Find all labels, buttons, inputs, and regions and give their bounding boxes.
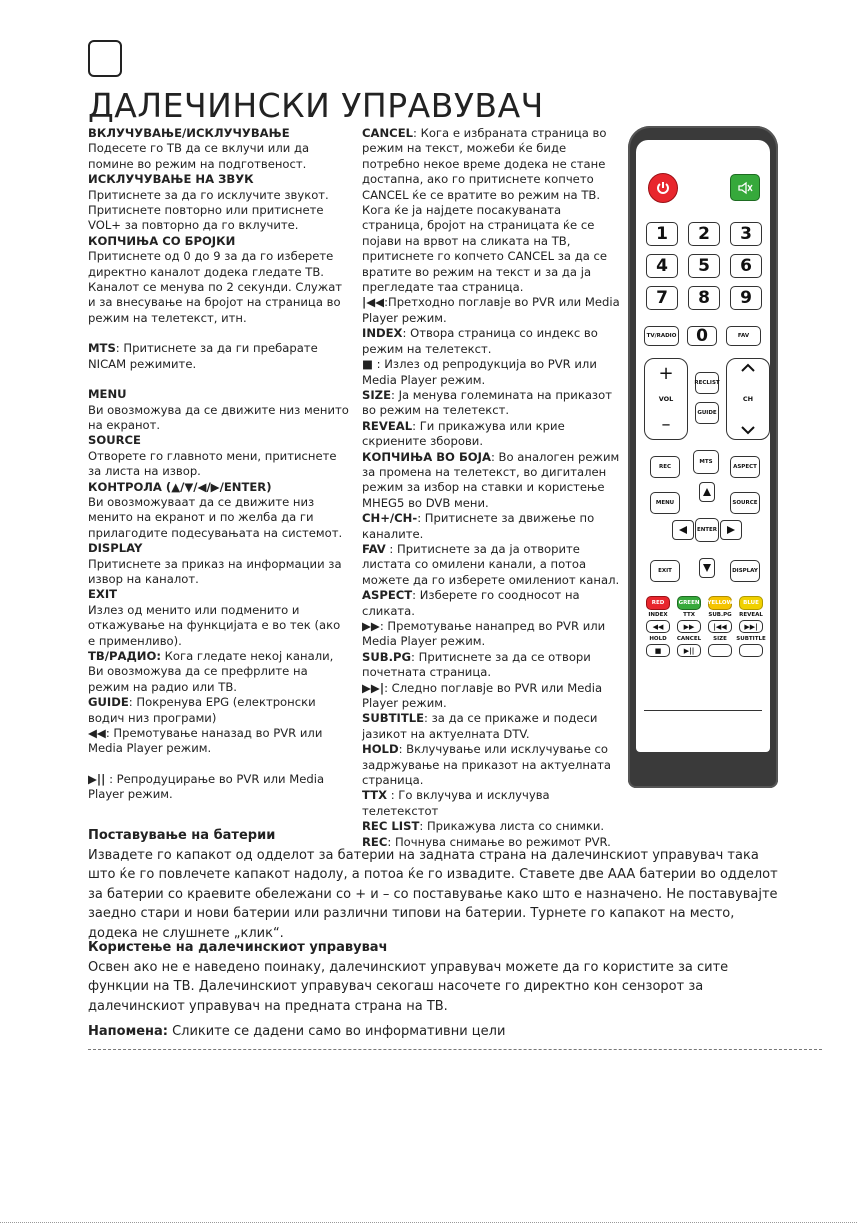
entry-term: CANCEL [362, 126, 414, 140]
entry-description: : за да се прикаже и подеси јазикот на актуелната DTV. [362, 711, 598, 741]
entry-term: ASPECT [362, 588, 413, 603]
entry [362, 419, 622, 450]
entry-description: Кога гледате некој канали, Ви овозможува да се префрлите на режим на радио или ТВ. [88, 649, 334, 694]
aspect-button[interactable]: ASPECT [730, 456, 760, 478]
entry [88, 695, 350, 726]
digit-6-button[interactable]: 6 [730, 254, 762, 278]
entry-term: DISPLAY [88, 541, 143, 556]
note-section [88, 1022, 788, 1042]
entry [362, 788, 622, 819]
blue-button[interactable]: BLUE [739, 596, 763, 610]
entry-term: GUIDE [88, 695, 129, 710]
vol-label: VOL [658, 395, 674, 403]
channel-down-icon[interactable] [740, 425, 756, 435]
entry-term: TTX [362, 788, 388, 803]
entry-description: Излез од менито или подменито и откажување на функцијата е во тек (ако е применливо). [88, 602, 341, 648]
fav-button[interactable]: FAV [726, 326, 761, 346]
size-button[interactable] [708, 644, 732, 657]
volume-rocker[interactable] [644, 358, 688, 440]
entry-description: :Претходно поглавје во PVR или Media Player режим. [362, 295, 620, 325]
entry-term: SUBTITLE [362, 711, 425, 726]
batteries-section [88, 826, 788, 943]
entry [362, 326, 622, 357]
entry [88, 726, 350, 757]
digit-1-button[interactable]: 1 [646, 222, 678, 246]
usage-heading: Користење на далечинскиот управувач [88, 940, 388, 955]
spacer [88, 757, 350, 772]
entry-term: CH+/CH- [362, 511, 418, 526]
entry-term: MENU [88, 387, 127, 402]
yellow-button[interactable]: YELLOW [708, 596, 732, 610]
key-label-reveal: REVEAL [739, 612, 763, 618]
play-pause-button[interactable] [677, 644, 701, 657]
usage-section [88, 938, 788, 1016]
source-button[interactable]: SOURCE [730, 492, 760, 514]
entry [362, 126, 622, 295]
entry-description: : Излез од репродукција во PVR или Media Player режим. [362, 357, 597, 387]
page-marker-box [88, 40, 122, 77]
entry-description: : Изберете го соодносот на сликата. [362, 588, 580, 618]
arrow-down-icon [703, 564, 711, 572]
ch-label: CH [742, 395, 754, 403]
entry [88, 649, 350, 695]
mute-button[interactable] [730, 174, 760, 201]
entry-term: ◀◀ [88, 726, 106, 741]
entry-description: : Репродуцирање во PVR или Media Player режим. [88, 771, 325, 802]
remote-face [636, 140, 770, 752]
play-pause-icon: ▶|| [683, 646, 695, 655]
mute-icon [737, 181, 753, 195]
entry-description: : Кога е избраната страница во режим на текст, можеби ќе биде потребно некое време додека не стане достапна, ако го притиснете копчето CANCEL ќе се вратите во режим на ТВ. Кога ќе ја најдете посакуваната страница, бројот на страницата ќе се појави на врвот на сликата на ТВ, притиснете го копчето CANCEL за да се вратите во режим на текст и за да ја прегледате таа страница. [362, 126, 608, 295]
channel-rocker[interactable] [726, 358, 770, 440]
spacer [88, 326, 350, 341]
note-label: Напомена: [88, 1024, 168, 1039]
nav-right-button[interactable] [720, 520, 742, 540]
key-label-cancel: CANCEL [676, 636, 702, 642]
volume-up-icon[interactable]: + [658, 363, 674, 384]
page-title: ДАЛЕЧИНСКИ УПРАВУВАЧ [88, 86, 544, 125]
remote-illustration [628, 126, 778, 788]
entry-description: : Го вклучува и исклучува телетекстот [362, 788, 550, 818]
entry-description: : Притиснете за да ги пребарате NICAM режимите. [88, 341, 318, 371]
entry [362, 295, 622, 326]
footer-line [0, 1222, 857, 1223]
spacer [88, 372, 350, 387]
entry [88, 541, 350, 587]
entry [88, 126, 350, 172]
entry-term: КОПЧИЊА ВО БОЈА [362, 449, 491, 464]
key-label-index: INDEX [648, 612, 668, 618]
entry-term: EXIT [88, 587, 118, 602]
nav-up-button[interactable] [699, 482, 715, 502]
entry [88, 172, 350, 234]
key-label-subtitle: SUBTITLE [736, 636, 766, 642]
remote-divider [644, 710, 762, 711]
digit-2-button[interactable]: 2 [688, 222, 720, 246]
entry-description: : Ја менува големината на приказот во режим на телетекст. [362, 387, 612, 418]
entry-description: : Почнува снимање во режимот PVR. [387, 834, 611, 849]
entry-term: INDEX [362, 326, 403, 341]
entry-term: |◀◀ [362, 295, 385, 310]
entry [362, 588, 622, 619]
entry-term: REC [362, 834, 388, 849]
nav-left-button[interactable] [672, 520, 694, 540]
entry-term: HOLD [362, 742, 399, 757]
volume-down-icon[interactable]: – [661, 414, 671, 435]
tv-radio-button[interactable]: TV/RADIO [644, 326, 679, 346]
entry [362, 619, 622, 650]
entry [362, 357, 622, 388]
usage-text: Освен ако не е наведено поинаку, далечинскиот управувач можете да го користите за сите функции на ТВ. Далечинскиот управувач секогаш насочете го директно кон сензорот за далечинскиот управувач на предната страна на ТВ. [88, 959, 729, 1014]
entry [362, 511, 622, 542]
arrow-right-icon [727, 526, 735, 534]
key-label-hold: HOLD [649, 636, 667, 642]
channel-up-icon[interactable] [740, 363, 756, 373]
entry [362, 542, 622, 588]
entry-description: Отворете го главното мени, притиснете за листа на извор. [88, 448, 337, 479]
entry [88, 772, 350, 803]
entry-term: FAV [362, 541, 386, 556]
next-chapter-button[interactable] [739, 620, 763, 633]
entry-description: Ви овозможува да се движите низ менито на екранот. [88, 402, 349, 432]
entry-term: ВКЛУЧУВАЊЕ/ИСКЛУЧУВАЊЕ [88, 126, 290, 140]
stop-icon: ■ [654, 646, 662, 655]
entry-term: ■ [362, 357, 373, 372]
entry [88, 433, 350, 479]
display-button[interactable]: DISPLAY [730, 560, 760, 582]
entry-term: ▶|| [88, 771, 106, 786]
green-button[interactable]: GREEN [677, 596, 701, 610]
batteries-text: Извадете го капакот од одделот за батерии на задната страна на далечинскиот управувач така што ќе го повлечете капакот надолу, а потоа ќе го извадите. Ставете две AAA батерии во одделот за батерии со краевите обележани со + и – со поставување како што е назначено. Не поставувајте заедно стари и нови батерии или различни типови на батерии. Турнете го капакот на место, додека не слушнете „клик“. [88, 847, 778, 941]
fast-forward-icon: ▶▶ [683, 622, 695, 631]
column-left [88, 126, 350, 803]
entry [362, 742, 622, 788]
skip-forward-icon: ▶▶| [744, 622, 758, 631]
entry-description: : Во аналоген режим за промена на телетекст, во дигитален режим за избор на ставки и користење MHEG5 во DVB мени. [362, 449, 620, 510]
power-button[interactable] [648, 173, 678, 203]
entry-term: SIZE [362, 387, 391, 402]
rewind-icon: ◀◀ [652, 622, 664, 631]
power-icon [655, 180, 671, 196]
arrow-left-icon [679, 526, 687, 534]
mts-button[interactable]: MTS [693, 450, 719, 474]
entry [88, 234, 350, 326]
guide-button[interactable]: GUIDE [695, 402, 719, 424]
entry-term: MTS [88, 341, 116, 356]
column-right [362, 126, 622, 850]
skip-back-icon: |◀◀ [713, 622, 727, 631]
entry-term: REC LIST [362, 819, 420, 834]
enter-button[interactable]: ENTER [695, 518, 719, 542]
entry [88, 341, 350, 372]
entry-description: Притиснете за да го исклучите звукот. Притиснете повторно или притиснете VOL+ за повторно да го вклучите. [88, 187, 329, 233]
forward-button[interactable] [677, 620, 701, 633]
entry-description: : Премотување нанапред во PVR или Media Player режим. [362, 619, 606, 649]
entry-description: Притиснете за приказ на информации за извор на каналот. [88, 556, 342, 586]
key-label-subpg: SUB.PG [708, 612, 732, 618]
reclist-button[interactable]: RECLIST [695, 372, 719, 394]
entry-term: КОПЧИЊА СО БРОЈКИ [88, 233, 236, 248]
entry [88, 480, 350, 542]
entry [88, 587, 350, 649]
digit-8-button[interactable]: 8 [688, 286, 720, 310]
entry-description: Ви овозможуваат да се движите низ менито на екранот и по желба да ги прилагодите подесувањата на системот. [88, 494, 343, 540]
rec-button[interactable]: REC [650, 456, 680, 478]
entry-term: КОНТРОЛА (▲/▼/◀/▶/ENTER) [88, 479, 272, 494]
prev-chapter-button[interactable] [708, 620, 732, 633]
digit-3-button[interactable]: 3 [730, 222, 762, 246]
entry [88, 387, 350, 433]
digit-4-button[interactable]: 4 [646, 254, 678, 278]
entry-term: ▶▶ [362, 619, 380, 633]
digit-9-button[interactable]: 9 [730, 286, 762, 310]
batteries-heading: Поставување на батерии [88, 828, 276, 843]
entry-description: : Притиснете за да ја отворите листата со омилени канали, а потоа можете да го изберете омилениот канал. [362, 541, 620, 587]
entry [362, 388, 622, 419]
nav-down-button[interactable] [699, 558, 715, 578]
entry-description: : Ги прикажува или крие скриените зборови. [362, 418, 565, 449]
entry-description: Подесете го ТВ да се вклучи или да помине во режим на подготвеност. [88, 141, 310, 171]
entry-term: ИСКЛУЧУВАЊЕ НА ЗВУК [88, 172, 254, 187]
entry-term: SOURCE [88, 433, 141, 448]
key-label-ttx: TTX [683, 612, 695, 618]
digit-0-button[interactable]: 0 [687, 326, 717, 346]
red-button[interactable]: RED [646, 596, 670, 610]
key-label-size: SIZE [713, 636, 727, 642]
subtitle-button[interactable] [739, 644, 763, 657]
note-text: Сликите се дадени само во информативни цели [167, 1024, 506, 1039]
entry-term: SUB.PG [362, 649, 412, 664]
entry [362, 650, 622, 681]
entry [362, 450, 622, 512]
digit-7-button[interactable]: 7 [646, 286, 678, 310]
arrow-up-icon [703, 488, 711, 496]
digit-5-button[interactable]: 5 [688, 254, 720, 278]
entry-term: ТВ/РАДИО: [88, 649, 161, 663]
entry-description: : Притиснете за движење по каналите. [362, 511, 595, 541]
entry-term: REVEAL [362, 418, 413, 433]
entry-description: : Покренува EPG (електронски водич низ програми) [88, 695, 316, 725]
entry [362, 711, 622, 742]
entry-description: : Премотување наназад во PVR или Media Player режим. [88, 726, 323, 756]
entry-description: : Прикажува листа со снимки. [419, 819, 605, 834]
entry-description: : Отвора страница со индекс во режим на телетекст. [362, 326, 598, 356]
entry [362, 681, 622, 712]
entry-description: : Притиснете за да се отвори почетната страница. [362, 649, 591, 680]
rewind-button[interactable] [646, 620, 670, 633]
menu-button[interactable]: MENU [650, 492, 680, 514]
exit-button[interactable]: EXIT [650, 560, 680, 582]
stop-button[interactable] [646, 644, 670, 657]
dashed-divider [88, 1049, 822, 1050]
entry-description: Притиснете од 0 до 9 за да го изберете директно каналот додека гледате ТВ. Каналот се менува по 2 секунди. Служат и за внесување на бројот на страница во режим на телетекст, итн. [88, 249, 343, 325]
entry-term: ▶▶| [362, 680, 385, 695]
entry-description: : Вклучување или исклучување со задржување на приказот на актуелната страница. [362, 742, 611, 788]
entry-description: : Следно поглавје во PVR или Media Player режим. [362, 680, 603, 711]
